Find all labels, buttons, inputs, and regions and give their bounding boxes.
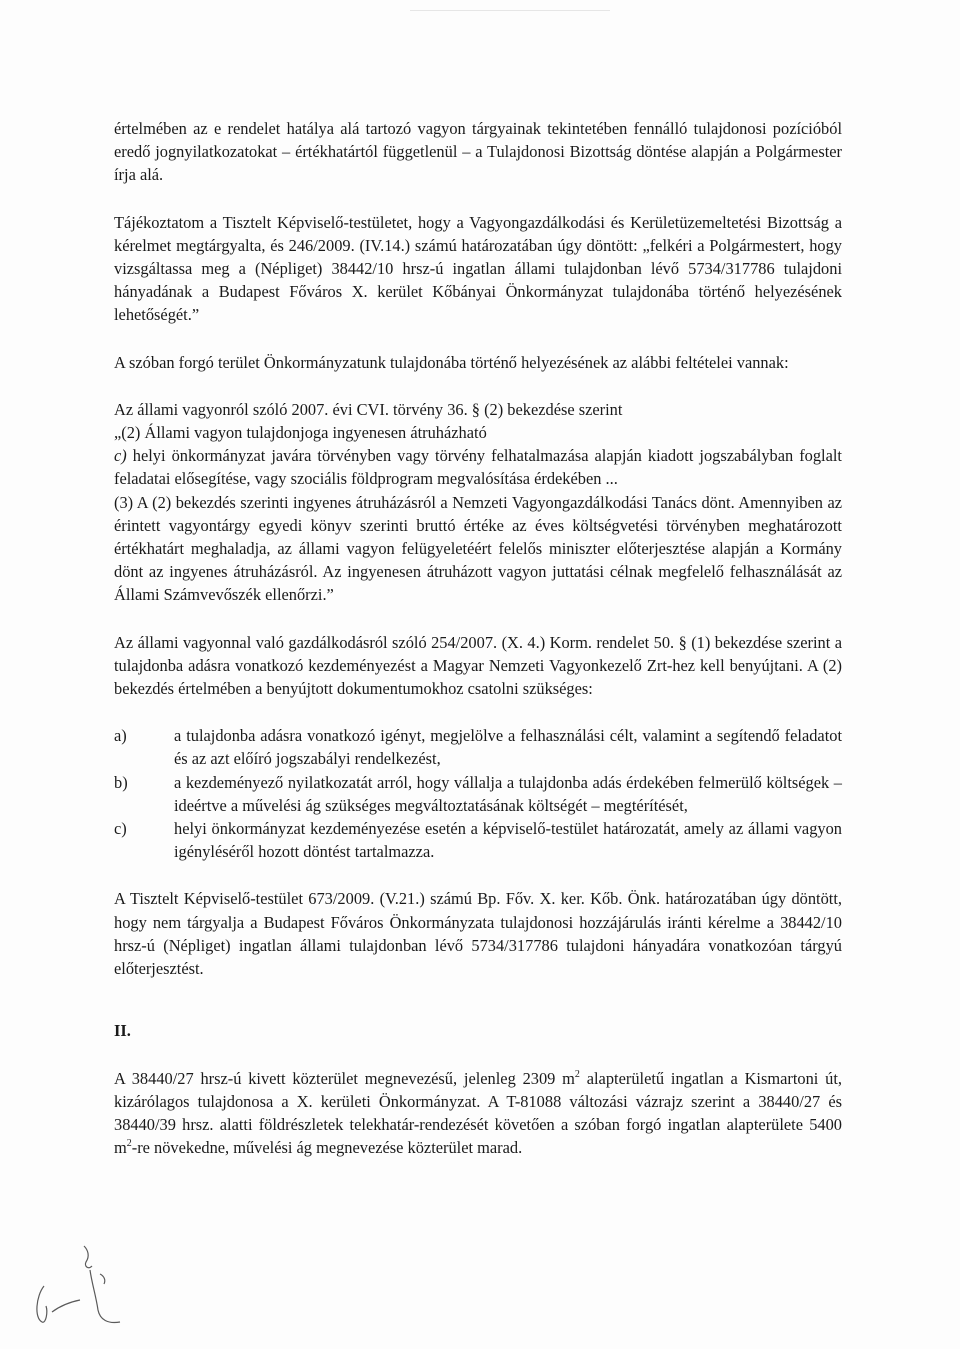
property-text-c: -re növekedne, művelési ág megnevezése közterület marad. (131, 1138, 523, 1158)
paragraph-section-3: (3) A (2) bekezdés szerinti ingyenes átruházásról a Nemzeti Vagyongazdálkodási Tanács dönt. Amennyiben az érintett vagyontárgy egyedi könyv szerinti bruttó értéke az éves költségvetési törvényben meghatározott értékhatárt meghaladja, az állami vagyon felügyeletéért felelős miniszter előterjesztése alapján a Kormány dönt az ingyenes átruházásról. Az ingyenesen átruházott vagyon juttatási célnak megfelelő felhasználását az Állami Számvevőszék ellenőrzi.” (114, 492, 842, 605)
scan-edge-line (410, 10, 610, 11)
paragraph-conditions: A szóban forgó terület Önkormányzatunk tulajdonába történő helyezésének az alábbi feltételei vannak: (114, 352, 789, 372)
superscript-2: 2 (574, 1068, 580, 1080)
paragraph-intro: értelmében az e rendelet hatálya alá tartozó vagyon tárgyainak tekintetében fennálló tulajdonosi pozícióból eredő jognyilatkozatokat – értékhatártól függetlenül – a Tulajdonosi Bizottság döntése alapján a Polgármester írja alá. (114, 119, 842, 185)
list-item (114, 724, 842, 770)
list-marker: a) (114, 726, 127, 746)
list-marker: b) (114, 772, 128, 792)
required-documents-list (114, 724, 842, 863)
section-heading: II. (114, 1021, 131, 1041)
list-item-text: a tulajdonba adásra vonatkozó igényt, megjelölve a felhasználási célt, valamint a segítendő feladatot és az azt előíró jogszabályi rendelkezést, (174, 726, 842, 769)
list-marker: c) (114, 819, 127, 839)
superscript-2: 2 (126, 1138, 132, 1150)
paragraph-law-reference: Az állami vagyonról szóló 2007. évi CVI. törvény 36. § (2) bekezdése szerint (114, 399, 623, 419)
paragraph-property-description (114, 1067, 842, 1160)
property-text-a: A 38440/27 hrsz-ú kivett közterület megnevezésű, jelenleg 2309 m (114, 1068, 575, 1088)
property-text-b: alapterületű ingatlan a Kismartoni út, kizárólagos tulajdonosa a X. kerületi Önkormányzat. A T-81088 változási vázrajz szerint a 38440/27 és 38440/39 hrsz. alatti földrészletek telekhatár-rendezését követően a szóban forgó ingatlan alapterülete 5400 m (114, 1068, 842, 1158)
document-body (114, 117, 842, 1159)
list-item (114, 817, 842, 863)
list-item-text: helyi önkormányzat kezdeményezése esetén a képviselő-testület határozatát, amely az állami vagyon igényléséről hozott döntést tartalmazza. (174, 819, 842, 862)
paragraph-committee-decision: Tájékoztatom a Tisztelt Képviselő-testületet, hogy a Vagyongazdálkodási és Kerületüzemeltetési Bizottság a kérelmet megtárgyalta, és 246/2009. (IV.14.) számú határozatában úgy döntött: „felkéri a Polgármestert, hogy vizsgáltassa meg a (Népliget) 38442/10 hrsz-ú ingatlan állami tulajdonban lévő 5734/317786 tulajdoni hányadának a Budapest Főváros X. kerület Kőbányai Önkormányzat tulajdonába történő helyezésének lehetőségét.” (114, 212, 842, 325)
list-item-text: a kezdeményező nyilatkozatát arról, hogy vállalja a tulajdonba adás érdekében felmerülő költségek – ideértve a művelési ág szükséges megváltoztatásának költségét – megtérítését, (174, 772, 842, 815)
handwritten-signature (30, 1240, 140, 1330)
list-item (114, 771, 842, 817)
paragraph-government-decree: Az állami vagyonnal való gazdálkodásról szóló 254/2007. (X. 4.) Korm. rendelet 50. § (1) bekezdése szerint a tulajdonba adásra vonatkozó kezdeményezést a Magyar Nemzeti Vagyonkezelő Zrt-hez kell benyújtani. A (2) bekezdés értelmében a benyújtott dokumentumokhoz csatolni szükséges: (114, 632, 842, 699)
paragraph-point-c (114, 444, 842, 490)
paragraph-quote-start: „(2) Állami vagyon tulajdonjoga ingyenesen átruházható (114, 423, 487, 443)
point-marker: c) (114, 446, 127, 466)
paragraph-council-resolution: A Tisztelt Képviselő-testület 673/2009. (V.21.) számú Bp. Főv. X. ker. Kőb. Önk. határozatában úgy döntött, hogy nem tárgyalja a Budapest Főváros Önkormányzata tulajdonosi hozzájárulás iránti kérelme a 38442/10 hrsz-ú (Népliget) ingatlan állami tulajdonban lévő 5734/317786 tulajdoni hányadára vonatkozóan tárgyú előterjesztést. (114, 889, 842, 979)
point-c-text: helyi önkormányzat javára törvényben vagy törvény felhatalmazása alapján kiadott jogszabályban foglalt feladatai elősegítése, vagy szociális földprogram megvalósítása érdekében ... (114, 446, 842, 489)
